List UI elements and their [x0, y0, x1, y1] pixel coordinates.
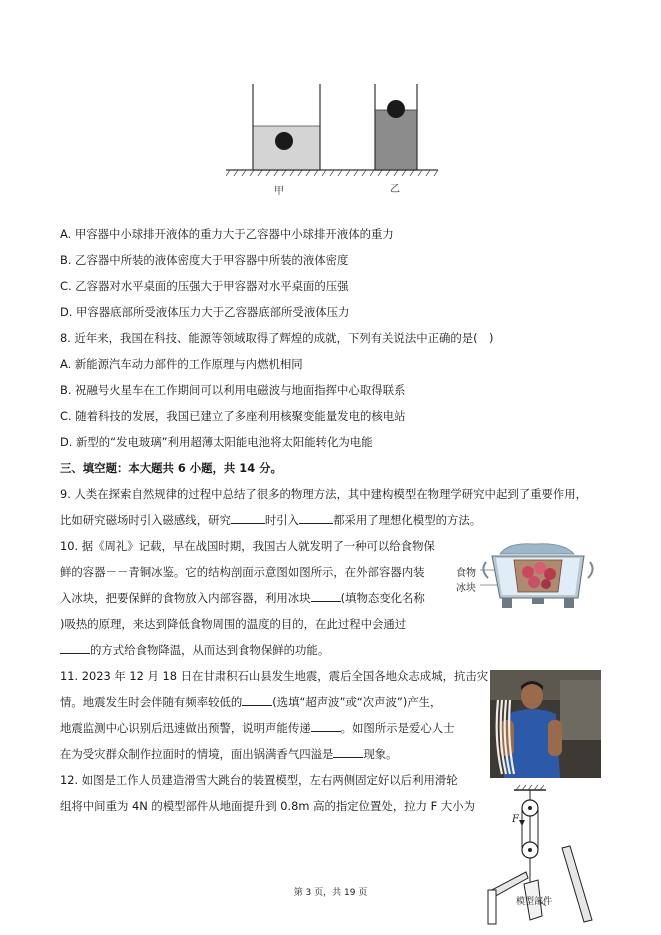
q10-line-2: 鲜的容器－－青铜冰鉴。它的结构剖面示意图如图所示，在外部容器内装 [60, 565, 425, 579]
q9-line-1: 9. 人类在探索自然规律的过程中总结了很多的物理方法，其中建构模型在物理学研究中起到了重要作用， [60, 487, 588, 501]
q10-label-ice: 冰块 [456, 583, 476, 594]
q8-option-c: C. 随着科技的发展，我国已建立了多座利用核聚变能量发电的核电站 [60, 409, 406, 423]
q10-blank-1[interactable] [311, 590, 341, 602]
q7-option-a: A. 甲容器中小球排开液体的重力大于乙容器中小球排开液体的重力 [60, 227, 394, 241]
noodle-photo [490, 670, 601, 778]
q8-stem: 8. 近年来，我国在科技、能源等领域取得了辉煌的成就，下列有关说法中正确的是( ) [60, 331, 494, 345]
q11-line-3 [60, 720, 455, 736]
q10-blank-2[interactable] [60, 642, 90, 654]
q11-text-a: 情。地震发生时会伴随有频率较低的 [60, 695, 243, 709]
pulley-label-F: F [512, 814, 519, 825]
q9-text-a: 比如研究磁场时引入磁感线，研究 [60, 513, 231, 527]
q12-line-2: 组将中间重为 4N 的模型部件从地面提升到 0.8m 高的指定位置处，拉力 F 大小为 [60, 799, 475, 813]
q12-line-1: 12. 如图是工作人员建造滑雪大跳台的装置模型，左右两侧固定好以后利用滑轮 [60, 773, 458, 787]
q7-option-c: C. 乙容器对水平桌面的压强大于甲容器对水平桌面的压强 [60, 279, 349, 293]
q11-text-e: 在为受灾群众制作拉面时的情境，面出锅满香气四溢是 [60, 747, 334, 761]
q11-text-c: 地震监测中心识别后迅速做出预警，说明声能传递 [60, 721, 311, 735]
q10-text-a: 入冰块，把要保鲜的食物放入内部容器，利用冰块 [60, 591, 311, 605]
q10-line-1: 10. 据《周礼》记载，早在战国时期，我国古人就发明了一种可以给食物保 [60, 539, 435, 553]
pulley-label-part: 模型部件 [516, 897, 553, 907]
q11-blank-2[interactable] [311, 720, 341, 732]
ball-yi [387, 100, 405, 118]
q9-blank-2[interactable] [299, 512, 333, 524]
q10-label-food: 食物 [456, 568, 476, 579]
container-yi-liquid [375, 110, 417, 170]
q11-text-b: (选填“超声波”或“次声波”)产生， [272, 695, 442, 709]
label-yi: 乙 [390, 184, 400, 195]
q11-blank-1[interactable] [242, 694, 272, 706]
q10-line-5 [60, 642, 329, 658]
pulley-figure [480, 780, 600, 928]
page-footer: 第 3 页，共 19 页 [293, 888, 368, 898]
section-3-heading: 三、填空题：本大题共 6 小题，共 14 分。 [60, 461, 282, 475]
ice-chest-figure [478, 540, 598, 612]
q11-text-d: 。如图所示是爱心人士 [340, 721, 455, 735]
q10-line-4: )吸热的原理，来达到降低食物周围的温度的目的，在此过程中会通过 [60, 617, 407, 631]
q9-text-b: 时引入 [264, 513, 300, 527]
ball-jia [275, 132, 293, 150]
q10-text-c: 的方式给食物降温，从而达到食物保鲜的功能。 [90, 643, 330, 657]
q10-line-3 [60, 590, 425, 606]
q11-line-4 [60, 746, 398, 762]
q8-option-a: A. 新能源汽车动力部件的工作原理与内燃机相同 [60, 357, 303, 371]
q8-option-b: B. 祝融号火星车在工作期间可以利用电磁波与地面指挥中心取得联系 [60, 383, 406, 397]
q11-line-2 [60, 694, 441, 710]
q11-line-1: 11. 2023 年 12 月 18 日在甘肃积石山县发生地震，震后全国各地众志成城，抗击灾 [60, 669, 489, 683]
containers-figure [226, 80, 446, 205]
q9-text-c: 都采用了理想化模型的方法。 [333, 513, 482, 527]
q11-blank-3[interactable] [333, 746, 363, 758]
q11-text-f: 现象。 [363, 747, 398, 761]
q9-blank-1[interactable] [231, 512, 265, 524]
q7-option-d: D. 甲容器底部所受液体压力大于乙容器底部所受液体压力 [60, 305, 350, 319]
q8-option-d: D. 新型的“发电玻璃”利用超薄太阳能电池将太阳能转化为电能 [60, 435, 373, 449]
q9-line-2 [60, 512, 481, 528]
q10-text-b: (填物态变化名称 [340, 591, 425, 605]
label-jia: 甲 [274, 186, 284, 197]
q7-option-b: B. 乙容器中所装的液体密度大于甲容器中所装的液体密度 [60, 253, 349, 267]
